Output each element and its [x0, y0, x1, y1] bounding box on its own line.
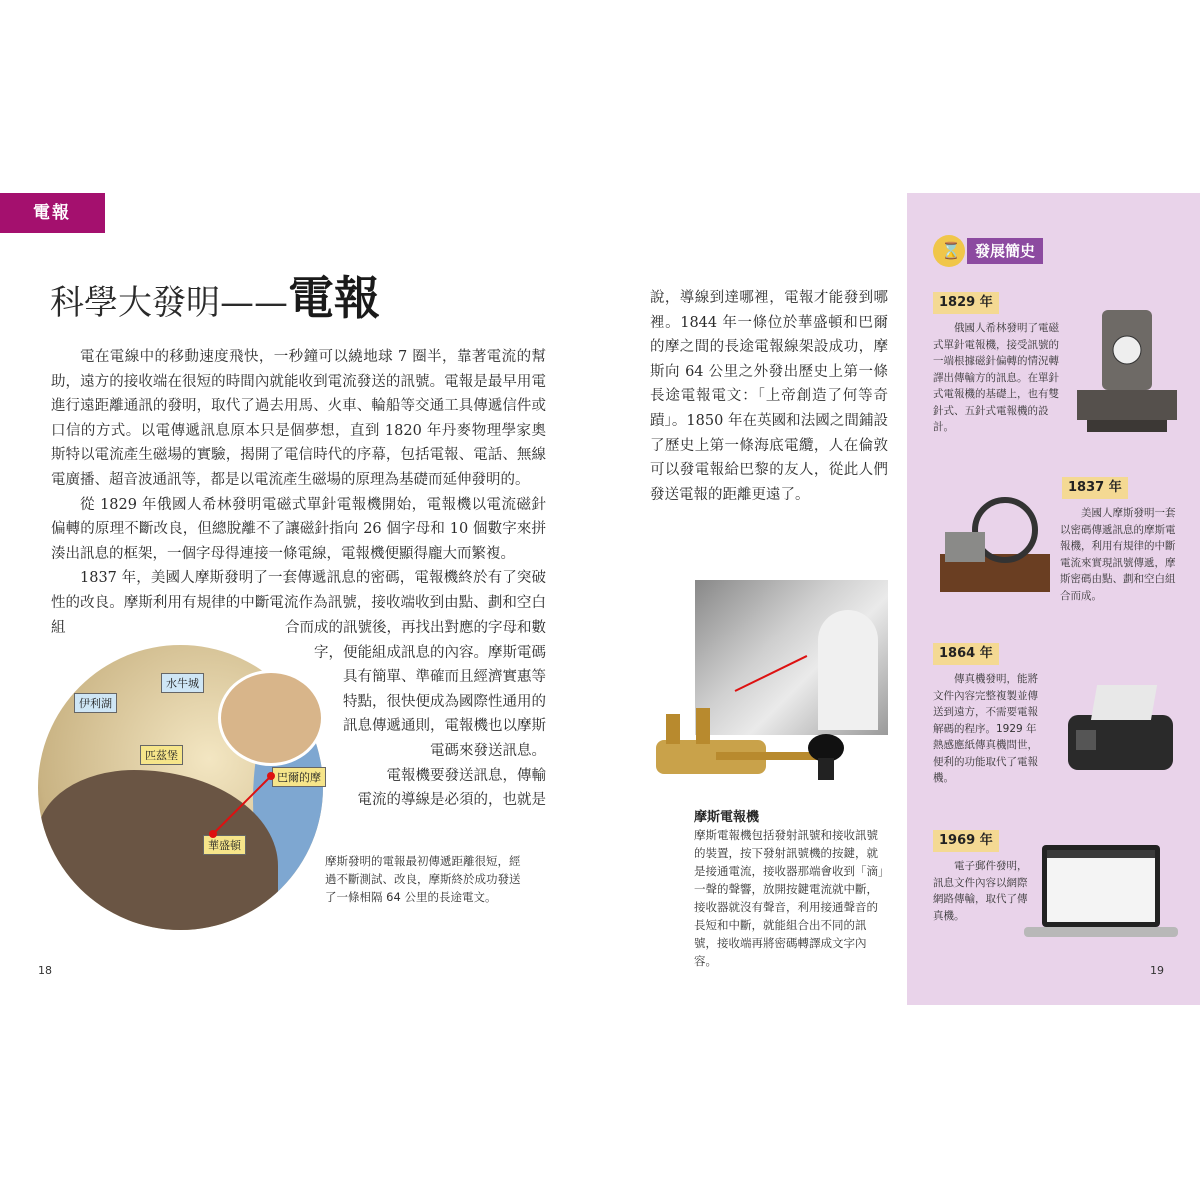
wrap-line: 訊息傳遞通則，電報機也以摩斯: [343, 718, 546, 735]
history-entry-paragraph: 傳真機發明，能將文件內容完整複製並傳送到遠方，不需要電報解碼的程序。1929 年熱感應紙傳真機問世，便利的功能取代了電報機。: [933, 673, 1038, 784]
page-number-left: 18: [38, 964, 52, 977]
right-body-text: [650, 286, 888, 507]
year-tag: 1969 年: [933, 830, 999, 852]
wrap-line: 字，便能組成訊息的內容。摩斯電碼: [314, 644, 546, 661]
laptop-image: [1020, 845, 1180, 945]
key-caption: 摩斯電報機包括發射訊號和接收訊號的裝置，按下發射訊號機的按鍵，就是接通電流，接收器那端會收到「滴」一聲的聲響，放開按鍵電流就中斷，接收器就沒有聲音，利用接通聲音的長短和中斷，就能組合出不同的訊號，接收端再將密碼轉譯成文字內容。: [694, 828, 884, 968]
morse-telegraph-image: [935, 492, 1053, 604]
page-title: [50, 262, 380, 328]
inset-illustration: [218, 670, 324, 766]
section-tab: 電報: [0, 193, 105, 233]
history-entry-text: [933, 320, 1063, 436]
year-tag: 1837 年: [1062, 477, 1128, 499]
year-tag: 1864 年: [933, 643, 999, 665]
paragraph: 說，導線到達哪裡，電報才能發到哪裡。1844 年一條位於華盛頓和巴爾的摩之間的長途電報線架設成功，摩斯向 64 公里之外發出歷史上第一條長途電報電文：「上帝創造了何等奇蹟」。1850 年在英國和法國之間鋪設了歷史上第一條海底電纜，人在倫敦可以發電報給巴黎的友人，從此人們發送電報的距離更遠了。: [650, 290, 888, 503]
page-number-right: 19: [1150, 964, 1164, 977]
map-caption: 摩斯發明的電報最初傳遞距離很短，經過不斷測試、改良，摩斯終於成功發送了一條相隔 64 公里的長途電文。: [325, 854, 521, 904]
map-label-pittsburgh: 匹茲堡: [140, 745, 183, 765]
wrap-line: 電碼來發送訊息。: [430, 742, 546, 759]
year-tag: 1829 年: [933, 292, 999, 314]
history-entry-paragraph: 美國人摩斯發明一套以密碼傳遞訊息的摩斯電報機，利用有規律的中斷電流來實現訊號傳遞，摩斯密碼由點、劃和空白組合而成。: [1060, 507, 1176, 602]
title-main: 電報: [288, 271, 380, 325]
history-entry-text: [1060, 505, 1178, 604]
history-heading-label: 發展簡史: [967, 238, 1043, 264]
wrap-line: 電報機要發送訊息，傳輸: [386, 767, 546, 784]
map-label-baltimore: 巴爾的摩: [272, 767, 326, 787]
single-needle-telegraph-image: [1072, 305, 1177, 440]
history-entry-paragraph: 電子郵件發明，訊息文件內容以網際網路傳輸，取代了傳真機。: [933, 860, 1028, 922]
paragraph: 1837 年，美國人摩斯發明了一套傳遞訊息的密碼，電報機終於有了突破性的改良。摩斯利用有規律的中斷電流作為訊號，接收端收到由點、劃和空白組: [51, 570, 546, 636]
paragraph: 電在電線中的移動速度飛快，一秒鐘可以繞地球 7 圈半，靠著電流的幫助，遠方的接收端在很短的時間內就能收到電流發送的訊號。電報是最早用電進行遠距離通訊的發明，取代了過去用馬、火車、輪船等交通工具傳遞信件或口信的方式。以電傳遞訊息原本只是個夢想，直到 1820 年丹麥物理學家奧斯特以電流產生磁場的實驗，揭開了電信時代的序幕，包括電報、電話、無線電廣播、超音波通訊等，都是以電流產生磁場的原理為基礎而延伸發明的。: [51, 349, 546, 488]
title-prefix: 科學大發明——: [50, 283, 288, 323]
map-label-washington: 華盛頓: [203, 835, 246, 855]
history-entry-text: [933, 671, 1045, 787]
telegraph-key-image: [656, 700, 846, 790]
wrap-line: 電流的導線是必須的，也就是: [357, 792, 546, 809]
map-label-buffalo: 水牛城: [161, 673, 204, 693]
wrap-line: 具有簡單、準確而且經濟實惠等: [343, 669, 546, 686]
hourglass-icon: [933, 235, 965, 267]
map-label-lake: 伊利湖: [74, 693, 117, 713]
key-title: 摩斯電報機: [694, 810, 760, 825]
left-body-text: [51, 345, 546, 640]
route-line: [205, 770, 280, 840]
paragraph: 從 1829 年俄國人希林發明電磁式單針電報機開始，電報機以電流磁針偏轉的原理不斷改良，但總脫離不了讓磁針指向 26 個字母和 10 個數字來拼湊出訊息的框架，一個字母得連接一條電線，電報機便顯得龐大而繁複。: [51, 496, 546, 562]
history-entry-paragraph: 俄國人希林發明了電磁式單針電報機，接受訊號的一端根據磁針偏轉的情況轉譯出傳輸方的訊息。在單針式電報機的基礎上，也有雙針式、五針式電報機的設計。: [933, 322, 1059, 433]
fax-machine-image: [1058, 680, 1183, 780]
wrap-line: 特點，很快便成為國際性通用的: [343, 693, 546, 710]
wrap-line: 合而成的訊號後，再找出對應的字母和數: [285, 620, 546, 636]
